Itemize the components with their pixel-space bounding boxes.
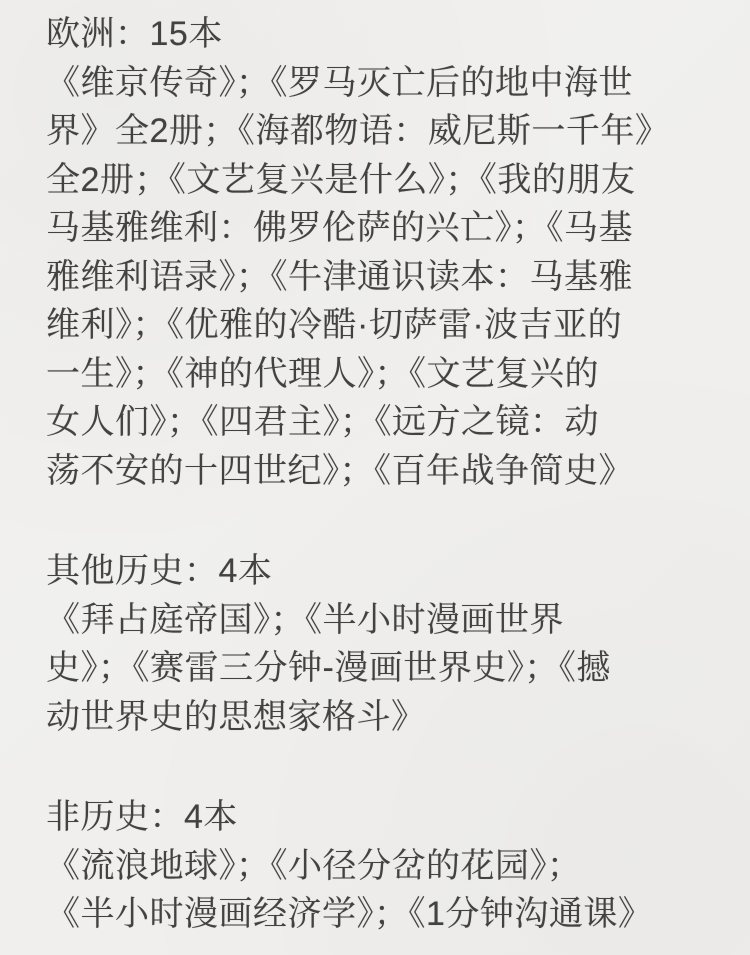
section-other-history [46, 547, 720, 741]
text-line: 维利》；《优雅的冷酷·切萨雷·波吉亚的 [46, 306, 623, 344]
section-europe [46, 10, 720, 495]
text-line: 女人们》；《四君主》；《远方之镜：动 [46, 403, 599, 441]
text-line: 荡不安的十四世纪》；《百年战争简史》 [46, 451, 633, 490]
section-header: 欧洲：15本 [46, 15, 223, 53]
text-line: 雅维利语录》；《牛津通识读本：马基雅 [46, 257, 633, 296]
text-line: 史》；《赛雷三分钟-漫画世界史》；《撼 [46, 649, 611, 687]
section-non-history [46, 793, 720, 939]
text-line: 《维京传奇》；《罗马灭亡后的地中海世 [46, 63, 633, 102]
text-line: 动世界史的思想家格斗》 [46, 697, 426, 736]
text-line: 《流浪地球》；《小径分岔的花园》； [46, 846, 582, 885]
text-line: 界》全2册；《海都物语：威尼斯一千年》 [46, 112, 670, 150]
section-header: 非历史：4本 [46, 798, 238, 836]
text-line: 一生》；《神的代理人》；《文艺复兴的 [46, 354, 599, 393]
section-header: 其他历史：4本 [46, 552, 273, 590]
text-line: 马基雅维利：佛罗伦萨的兴亡》；《马基 [46, 209, 633, 247]
text-line: 《拜占庭帝国》；《半小时漫画世界 [46, 600, 564, 639]
text-line: 全2册；《文艺复兴是什么》；《我的朋友 [46, 160, 636, 199]
text-line: 《半小时漫画经济学》；《1分钟沟通课》 [46, 895, 653, 933]
